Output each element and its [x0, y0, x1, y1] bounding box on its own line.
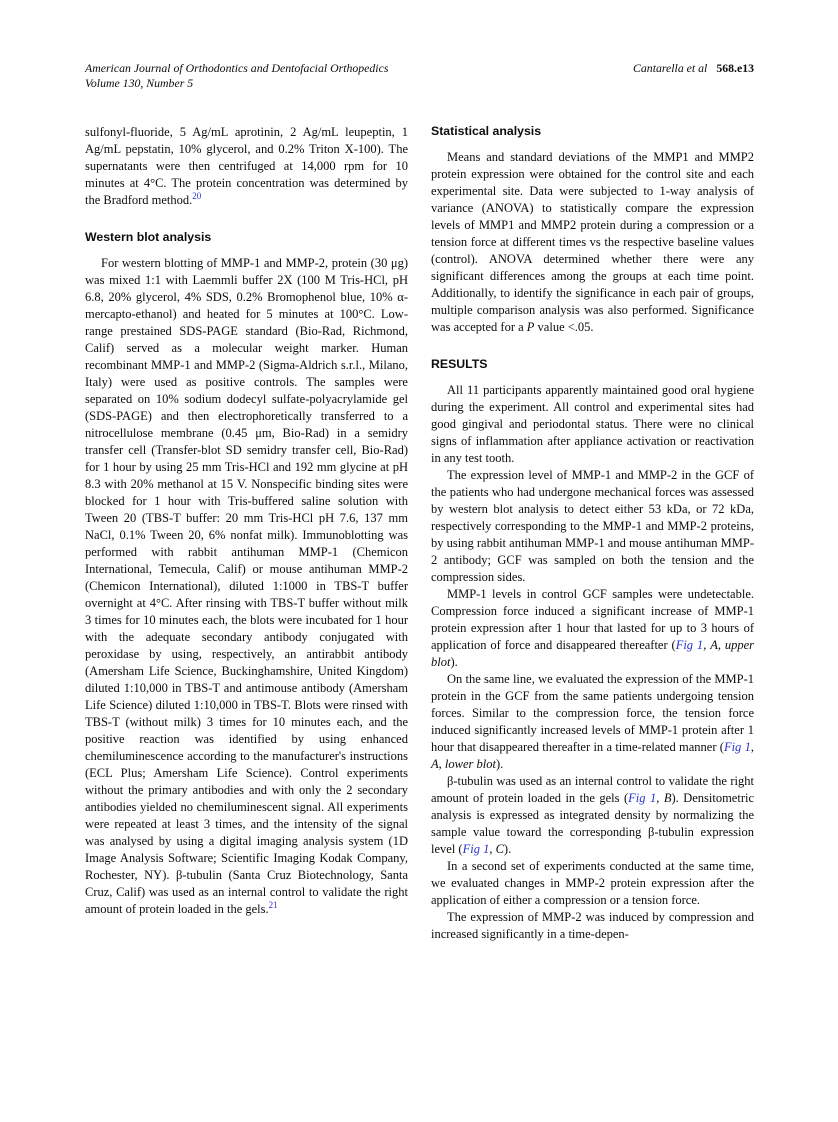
section-heading: RESULTS: [431, 357, 488, 371]
section-heading: Western blot analysis: [85, 230, 212, 244]
text-segment: ).: [495, 757, 504, 771]
text-segment: MMP-1 levels in control GCF samples were undetectable. Compression force induced a significant increase of MMP-1 protein expression after 1 hour that lasted for up to 3 hours of application of force and disappeared thereafter (: [431, 587, 754, 652]
paragraph: [431, 858, 754, 909]
text-segment: In a second set of experiments conducted at the same time, we evaluated changes in MMP-2 protein expression after the application of either a compression or a tension force.: [431, 859, 754, 907]
text-segment-italic: A, upper blot: [431, 638, 754, 669]
text-segment-italic: C: [495, 842, 504, 856]
journal-info: [85, 61, 388, 91]
text-segment-italic: P: [526, 320, 535, 334]
text-segment: ).: [503, 842, 512, 856]
figure-link[interactable]: Fig 1: [723, 740, 751, 754]
paragraph: [85, 255, 408, 918]
text-segment: value <.05.: [534, 320, 594, 334]
right-column: [431, 124, 754, 1070]
paragraph: [85, 124, 408, 209]
text-segment: ). Densitometric analysis is expressed as integrated density by normalizing the sample value toward the corresponding β-tubulin expression level (: [431, 791, 754, 856]
figure-link[interactable]: Fig 1: [628, 791, 657, 805]
journal-volume: Volume 130, Number 5: [85, 76, 194, 90]
figure-link[interactable]: Fig 1: [462, 842, 490, 856]
text-segment: ,: [489, 842, 496, 856]
journal-name: American Journal of Orthodontics and Dentofacial Orthopedics: [85, 61, 389, 75]
left-column: [85, 124, 408, 1070]
text-segment: β-tubulin was used as an internal control to validate the right amount of protein loaded in the gels (: [431, 774, 754, 805]
text-segment-italic: A, lower blot: [431, 757, 496, 771]
text-segment: ,: [656, 791, 664, 805]
text-segment: ).: [450, 655, 458, 669]
running-head: [633, 61, 754, 76]
text-segment: ,: [750, 740, 754, 754]
paragraph: [431, 773, 754, 858]
paragraph: [431, 909, 754, 943]
text-segment-italic: B: [663, 791, 672, 805]
paragraph: [431, 586, 754, 671]
text-segment: sulfonyl-fluoride, 5 Ag/mL aprotinin, 2 Ag/mL leupeptin, 1 Ag/mL pepstatin, 10% glycerol, and 0.2% Triton X-100). The supernatants were then centrifuged at 14,000 rpm for 10 minutes at 4°C. The protein concentration was determined by the Bradford method.: [85, 125, 408, 207]
page-header: [85, 61, 754, 91]
authors: Cantarella et al: [633, 61, 708, 75]
paragraph: [431, 671, 754, 773]
article-body: [85, 124, 754, 1070]
reference-link[interactable]: 21: [268, 899, 278, 910]
reference-link[interactable]: 20: [192, 190, 202, 201]
page-number: 568.e13: [716, 61, 754, 75]
text-segment: The expression level of MMP-1 and MMP-2 in the GCF of the patients who had undergone mechanical forces was assessed by western blot analysis to detect either 53 kDa, or 72 kDa, respectively corresponding to the MMP-1 and MMP-2 proteins, by using rabbit antihuman MMP-1 and mouse antihuman MMP-2 antibody; GCF was sampled on both the tension and the compression sides.: [431, 468, 754, 584]
text-segment: ,: [703, 638, 711, 652]
text-segment: Means and standard deviations of the MMP1 and MMP2 protein expression were obtained for the control site and each experimental site. Data were subjected to 1-way analysis of variance (ANOVA) to statistically compare the expression levels of MMP1 and MMP2 protein during a compression or a tension force at different times vs the respective baseline values (control). ANOVA determined whether there were any significant differences among the groups at each time point. Additionally, to identify the significance in each pair of groups, multiple comparison analysis was also performed. Significance was accepted for a: [431, 150, 754, 334]
text-segment: The expression of MMP-2 was induced by compression and increased significantly in a time-depen-: [431, 910, 754, 941]
text-segment: All 11 participants apparently maintained good oral hygiene during the experiment. All control and experimental sites had good gingival and periodontal status. There were no clinical signs of inflammation after appliance activation or reactivation in any test tooth.: [431, 383, 754, 465]
section-heading: Statistical analysis: [431, 124, 542, 138]
paragraph: [431, 382, 754, 467]
text-segment: On the same line, we evaluated the expression of the MMP-1 protein in the GCF from the same patients undergoing tension forces. Similar to the compression force, the tension force induced significantly increased levels of MMP-1 protein after 1 hour that disappeared thereafter in a time-related manner (: [431, 672, 754, 754]
text-segment: For western blotting of MMP-1 and MMP-2, protein (30 μg) was mixed 1:1 with Laemmli buffer 2X (100 M Tris-HCl, pH 6.8, 20% glycerol, 4% SDS, 0.2% Bromophenol blue, 10% α-mercapto-ethanol) and heated for 5 minutes at 100°C. Low-range prestained SDS-PAGE standard (Bio-Rad, Richmond, Calif) served as a molecular weight marker. Human recombinant MMP-1 and MMP-2 (Sigma-Aldrich s.r.l., Milano, Italy) were used as positive controls. The samples were separated on 10% sodium dodecyl sulfate-polyacrylamide gel (SDS-PAGE) and then electrophoretically transferred to a nitrocellulose membrane (0.45 μm, Bio-Rad) in a semidry transfer cell (Transfer-blot SD semidry transfer cell, Bio-Rad) for 1 hour by using 25 mm Tris-HCl and 192 mm glycine at pH 8.3 with 20% methanol at 15 V. Nonspecific binding sites were blocked for 1 hour with Tris-buffered saline solution with Tween 20 (TBS-T buffer: 20 mm Tris-HCl pH 7.6, 137 mm NaCl, 0.1% Tween 20, 6% nonfat milk). Immunoblotting was performed with rabbit antihuman MMP-1 (Chemicon International, Temecula, Calif) or mouse antihuman MMP-2 (Chemicon International), diluted 1:1000 in TBS-T buffer overnight at 4°C. After rinsing with TBS-T buffer without milk 3 times for 10 minutes each, the blots were incubated for 1 hour with the adequate secondary antibody conjugated with peroxidase by using, respectively, an antirabbit antibody (Amersham Life Science, Buckinghamshire, United Kingdom) diluted 1:10,000 in TBS-T and antimouse antibody (Amersham Life Science) diluted 1:10,000 in TBS-T. Blots were rinsed with TBS-T (without milk) 3 times for 10 minutes each, and the positive reaction was identified by using enhanced chemiluminescence according to the manufacturer's instructions (ECL Plus; Amersham Life Science). Control experiments without the primary antibodies and with only the 2 secondary antibodies yielded no chemiluminescent signal. All experiments were repeated at least 3 times, and the intensity of the signal was analysed by using a digital imaging analysis system (1D Image Analysis Software; Scientific Imaging Kodak Company, Rochester, NY). β-tubulin (Santa Cruz Biotechnology, Santa Cruz, Calif) was used as an internal control to validate the right amount of protein loaded in the gels.: [85, 256, 408, 916]
paragraph: [431, 467, 754, 586]
figure-link[interactable]: Fig 1: [675, 638, 704, 652]
paragraph: [431, 149, 754, 336]
